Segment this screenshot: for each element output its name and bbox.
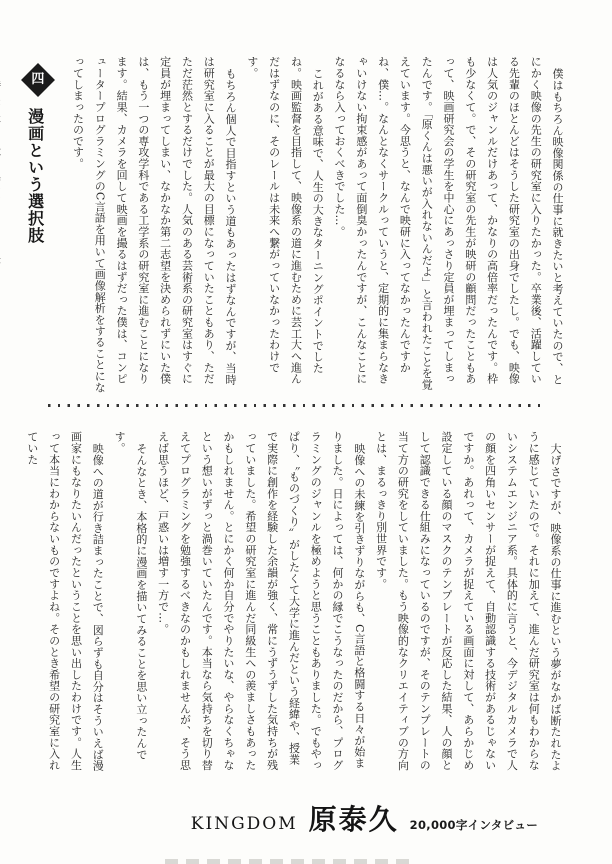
paragraph: 大げさですが、映像系の仕事に進むという夢がなかば断たれたように感じていたので。それに加えて、進んだ研究室は何もわからないシステムエンジニア系。具体的に言うと、今デジタルカメラで人の顔を四角いセンサーが捉えて、自動認識する技術があるじゃないですか。あれって、カメラが捉えている画面に対して、あらかじめ設定している顔のマスクのテンプレートが反応した結果、人の顔として認識できる仕組みになっているのですが、そのテンプレートの当て方の研究をしていました。もう映像的なクリエイティブの方向とは、まるっきり別世界です。 bbox=[374, 431, 562, 771]
top-text-block bbox=[0, 56, 568, 394]
section-number: 四 bbox=[31, 72, 45, 87]
bottom-text-block bbox=[21, 431, 566, 771]
section-header bbox=[15, 56, 55, 394]
paragraph: 映像への未練を引きずりながらも、C言語と格闘する日々が始まりました。日によっては、何かの縁でこうなったのだから、プログラミングのジャンルを極めようと思うこともありました。でもやっぱり、〝ものづくり〟がしたくて大学に進んだという経緯や、授業で実際に創作を経験した余韻が強く、常にうずうずした気持ちが残っていました。希望の研究室に進んだ同級生への羨ましさもあったかもしれません。とにかく何か自分でやりたいな、やらなくちゃなという想いがずっと渦巻いていたんです。本当なら気持ちを切り替えてプログラミングを勉強するべきなのかもしれませんが、そう思えば思うほど、戸惑いは増す一方で…。 bbox=[156, 431, 366, 771]
section-number-diamond-icon bbox=[21, 63, 55, 97]
footer-credit bbox=[191, 798, 538, 838]
section-title: 漫画という選択肢 bbox=[25, 108, 45, 244]
interview-label: 20,000字インタビュー bbox=[409, 818, 538, 832]
page-edge-cropped-text bbox=[165, 859, 413, 864]
paragraph: 映像への道が行き詰まったことで、図らずも自分はそういえば漫画家にもなりたいんだったということを思い出したわけです。人生って本当にわからないものですよね。そのとき希望の研究室に入れていた bbox=[25, 431, 105, 771]
author-name: 原泰久 bbox=[308, 803, 399, 836]
paragraph: これがある意味で、人生の大きなターニングポイントでしたね。映画監督を目指して、映像系の道に進むために芸工大へ進んだはずなのに、そのレールは未来へ繋がっていなかったわけです。 bbox=[245, 56, 325, 385]
paragraph: そんなとき、本格的に漫画を描いてみることを思い立ったんです。 bbox=[113, 431, 148, 760]
series-title: KINGDOM bbox=[190, 814, 298, 834]
dotted-separator bbox=[48, 404, 540, 407]
paragraph: 僕はもちろん映像関係の仕事に就きたいと考えていたので、とにかく映像の先生の研究室に入りたかった。卒業後、活躍している先輩のほとんどはそうした研究室の出身でしたし。でも、映像は人気のジャンルだけあって、かなりの高倍率だったんです。枠も少なくて。で、その研究室の先生が映研の顧問だったこともあって、映画研究会の学生を中心にあっさり定員が埋まってしまったんです。「原くんは悪いが入れないんだよ」と言われたことを覚えています。今思うと、なんで映研に入ってなかったんですかね、僕…。なんとなくサークルっていうと、定期的に集まらなきゃいけない拘束感があって面倒臭かったんですが、こんなことになるなら入っておくべきでした…。 bbox=[333, 56, 564, 391]
paragraph bbox=[0, 56, 6, 394]
paragraph: もちろん個人で目指すという道もあったはずなんですが、当時は研究室に入ることが最大の目標になっていたこともあり、ただただ茫然とするだけでした。人気のある芸術系の研究室はすぐに定員が埋まってしまい、なかなか第二志望を決められずにいた僕は、もう一つの専攻学科である工学系の研究室に進むことになります。結果、カメラを回して映画を撮るはずだった僕は、コンピュータープログラミングのC言語を用いて画像解析をすることになってしまったのです。 bbox=[71, 56, 238, 394]
